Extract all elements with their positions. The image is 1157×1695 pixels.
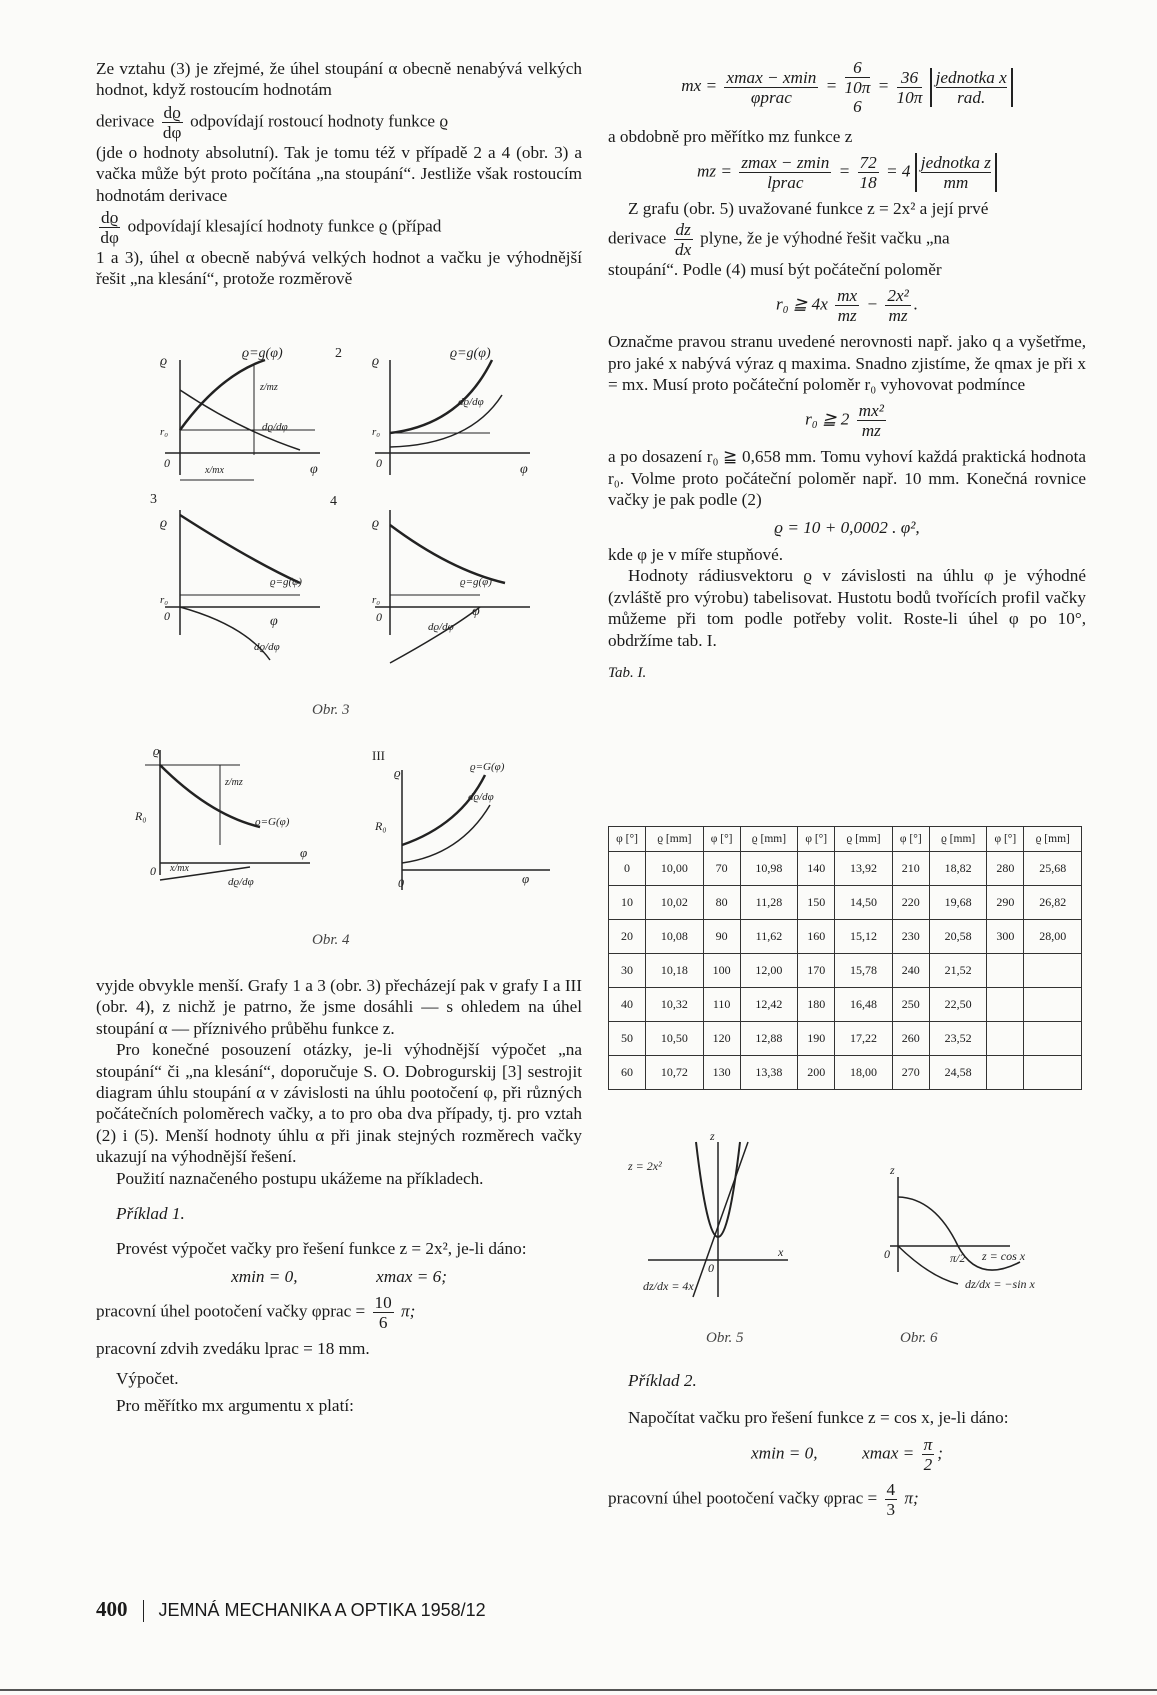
paragraph-1d xyxy=(96,208,582,247)
frac-den: 6 xyxy=(378,1313,388,1333)
table-cell: 130 xyxy=(703,1056,740,1090)
fraction-drho-dphi xyxy=(162,103,183,142)
caption-obr5: Obr. 5 xyxy=(706,1330,744,1346)
label-phi: φ xyxy=(270,614,278,629)
label-drho: dϱ/dφ xyxy=(254,641,280,653)
example-1-stroke: pracovní zdvih zvedáku lprac = 18 mm. xyxy=(96,1339,370,1359)
table-cell: 10,18 xyxy=(646,954,703,988)
table-cell: 10,72 xyxy=(646,1056,703,1090)
label-dzsin: dz/dx = −sin x xyxy=(965,1277,1035,1291)
table-cell: 0 xyxy=(609,852,646,886)
table-cell: 15,12 xyxy=(835,920,892,954)
angle-text: pracovní úhel pootočení vačky φprac = xyxy=(608,1488,878,1508)
table-cell xyxy=(987,988,1024,1022)
paragraph-1c: (jde o hodnoty absolutní). Tak je tomu též v případě 2 a 4 (obr. 3) a vačka může být proto počítána „na stoupání“. Jestliže však rostoucím hodnotám derivace xyxy=(96,142,582,205)
label-drho: dϱ/dφ xyxy=(262,421,288,433)
example-1-text: Provést výpočet vačky pro řešení funkce z = 2x², je-li dáno: xyxy=(116,1239,527,1259)
table-cell: 17,22 xyxy=(835,1022,892,1056)
frac-den: mz xyxy=(861,421,881,441)
table-cell: 10,32 xyxy=(646,988,703,1022)
label-0: 0 xyxy=(884,1247,890,1261)
table-cell xyxy=(1024,1022,1082,1056)
frac-num: mx² xyxy=(858,401,884,421)
figure-4 xyxy=(130,745,550,920)
label-R0: R₀ xyxy=(135,809,147,823)
mz-eq4: = 4 xyxy=(886,161,911,181)
mx-frac-2 xyxy=(845,58,871,116)
paragraph-4: Použití naznačeného postupu ukážeme na příkladech. xyxy=(116,1168,484,1188)
frac-num: 4 xyxy=(886,1479,896,1499)
xmax-eq: xmax = xyxy=(862,1443,915,1463)
footer-divider xyxy=(143,1600,144,1622)
angle-pi: π; xyxy=(401,1301,416,1321)
label-0: 0 xyxy=(376,610,382,624)
paragraph-6: Označme pravou stranu uvedené nerovnosti např. jako q a vyšetřme, pro jaké x nabývá výraz q maxima. Snadno zjistíme, že qmax je při x = mx. Musí proto počáteční poloměr r₀ vyhovovat podmínce xyxy=(608,332,1086,395)
table-cell: 12,88 xyxy=(740,1022,797,1056)
mx-unit xyxy=(930,68,1013,107)
r0-minus: − xyxy=(866,294,879,314)
label-x-mx: x/mx xyxy=(170,863,189,874)
frac-num: dϱ xyxy=(101,208,119,228)
r0-frac-1 xyxy=(835,286,859,325)
header-cell: φ [°] xyxy=(609,827,646,852)
example-2-text: Napočítat vačku pro řešení funkce z = cos x, je-li dáno: xyxy=(628,1408,1009,1428)
header-cell: φ [°] xyxy=(987,827,1024,852)
table-cell: 18,00 xyxy=(835,1056,892,1090)
mx-frac-1 xyxy=(724,68,818,107)
r0b-lhs: r₀ ≧ 2 xyxy=(805,409,850,429)
table-cell: 190 xyxy=(798,1022,835,1056)
table-cell xyxy=(1024,954,1082,988)
left-column xyxy=(96,58,582,290)
label-z: z xyxy=(890,1163,895,1177)
calc-label: Výpočet. xyxy=(116,1368,179,1388)
frac-den-2: 6 xyxy=(853,97,862,116)
figure-3-graphs xyxy=(150,345,580,675)
unit-num: jednotka x xyxy=(935,67,1007,87)
unit-den: mm xyxy=(943,173,969,193)
paragraph-1: Ze vztahu (3) je zřejmé, že úhel stoupání α obecně nenabývá velkých hodnot, když rostoucím hodnotám xyxy=(96,59,582,100)
label-0: 0 xyxy=(164,609,170,623)
label-drho: dϱ/dφ xyxy=(458,396,484,408)
frac-num: π xyxy=(923,1434,933,1454)
figure-6 xyxy=(870,1162,1070,1302)
r0b-frac xyxy=(857,401,886,440)
label-z: z xyxy=(710,1132,715,1143)
table-cell: 10,08 xyxy=(646,920,703,954)
label-G: ϱ=G(φ) xyxy=(470,761,505,773)
table-cell: 70 xyxy=(703,852,740,886)
label-phi: φ xyxy=(310,462,318,477)
label-R0: R₀ xyxy=(375,819,387,833)
table-cell: 20 xyxy=(609,920,646,954)
label-III: III xyxy=(372,748,385,763)
table-cell: 200 xyxy=(798,1056,835,1090)
frac-den: lprac xyxy=(767,173,804,193)
label-drho: dϱ/dφ xyxy=(428,621,454,633)
table-cell: 210 xyxy=(892,852,929,886)
paragraph-7: a po dosazení r₀ ≧ 0,658 mm. Tomu vyhoví každá praktická hodnota r₀. Volme proto počáteční poloměr např. 10 mm. Konečná rovnice vačky je pak podle (2) xyxy=(608,447,1086,510)
table-cell: 140 xyxy=(798,852,835,886)
caption-obr6: Obr. 6 xyxy=(900,1330,938,1346)
table-cell: 110 xyxy=(703,988,740,1022)
table-caption: Tab. I. xyxy=(608,665,647,682)
angle-text: pracovní úhel pootočení vačky φprac = xyxy=(96,1301,366,1321)
table-cell: 22,50 xyxy=(929,988,986,1022)
table-cell: 19,68 xyxy=(929,886,986,920)
header-cell: ϱ [mm] xyxy=(646,827,703,852)
figure-3 xyxy=(150,345,580,675)
label-pi2: π/2 xyxy=(950,1251,966,1265)
mz-frac-2 xyxy=(858,153,879,192)
paragraph-5a: Z grafu (obr. 5) uvažované funkce z = 2x² a její prvé xyxy=(628,199,989,219)
dz-dx-fraction xyxy=(674,220,693,259)
label-rho: ϱ xyxy=(394,765,401,780)
table-cell: 18,82 xyxy=(929,852,986,886)
label-x: x xyxy=(778,1245,784,1259)
figure-6-graph xyxy=(870,1162,1070,1302)
example-2-range: xmin = 0, xmax = $\frac{\pi}{2}$ ; xyxy=(751,1434,943,1474)
table-cell: 300 xyxy=(987,920,1024,954)
header-cell: ϱ [mm] xyxy=(835,827,892,852)
frac-num: xmax − xmin xyxy=(726,67,817,87)
mz-equation: mz = $\frac{zmax - zmin}{\text{lprac}}$ = $\frac{72}{18}$ = 4 jednotka z mm xyxy=(608,153,1086,192)
table-cell xyxy=(987,954,1024,988)
label-4: 4 xyxy=(330,494,337,509)
label-0: 0 xyxy=(708,1261,714,1275)
example-1-angle xyxy=(96,1293,582,1332)
table-cell xyxy=(1024,1056,1082,1090)
table-cell: 120 xyxy=(703,1022,740,1056)
frac-den: dφ xyxy=(100,228,119,248)
text-rostouci: odpovídají rostoucí hodnoty funkce ϱ xyxy=(190,111,449,131)
frac-den: 3 xyxy=(886,1499,896,1519)
label-rho: ϱ xyxy=(160,516,168,531)
final-equation: ϱ = 10 + 0,0002 . φ², xyxy=(774,517,920,537)
page-bottom-edge xyxy=(0,1689,1157,1691)
table-cell: 50 xyxy=(609,1022,646,1056)
table-cell: 10,00 xyxy=(646,852,703,886)
table-cell: 170 xyxy=(798,954,835,988)
example-1-range xyxy=(96,1266,582,1287)
table-cell: 100 xyxy=(703,954,740,988)
xmin-eq: xmin = 0, xyxy=(231,1266,298,1286)
r0-frac-2 xyxy=(885,286,910,325)
caption-obr3: Obr. 3 xyxy=(312,702,350,718)
frac-num: 2x² xyxy=(887,286,909,306)
caption-obr4: Obr. 4 xyxy=(312,932,350,948)
label-2: 2 xyxy=(335,346,342,361)
table-cell: 21,52 xyxy=(929,954,986,988)
xmin-eq: xmin = 0, xyxy=(751,1443,818,1463)
label-0: 0 xyxy=(376,456,382,470)
frac-num: 6 xyxy=(845,58,871,78)
label-g: ϱ=g(φ) xyxy=(450,346,491,361)
label-r0: r₀ xyxy=(372,594,381,606)
label-rho: ϱ xyxy=(160,354,168,369)
label-0: 0 xyxy=(164,456,170,470)
mx-frac-3 xyxy=(897,68,923,107)
table-cell xyxy=(987,1022,1024,1056)
plyne-text: plyne, že je výhodné řešit vačku „na xyxy=(700,228,950,248)
label-g: ϱ=g(φ) xyxy=(460,576,492,588)
label-x-mx: x/mx xyxy=(205,465,224,476)
table-cell: 250 xyxy=(892,988,929,1022)
table-cell: 11,28 xyxy=(740,886,797,920)
label-0: 0 xyxy=(150,864,156,878)
paragraph-8: kde φ je v míře stupňové. xyxy=(608,545,784,565)
label-rho: ϱ xyxy=(372,516,380,531)
table-cell: 230 xyxy=(892,920,929,954)
label-r0: r₀ xyxy=(372,426,381,438)
table-cell: 14,50 xyxy=(835,886,892,920)
label-r0: r₀ xyxy=(160,594,169,606)
table-cell: 10,50 xyxy=(646,1022,703,1056)
label-phi: φ xyxy=(472,604,480,619)
label-drho: dϱ/dφ xyxy=(228,876,254,888)
mz-unit xyxy=(915,153,997,192)
label-phi: φ xyxy=(522,871,530,886)
frac-den: 10π xyxy=(896,87,923,107)
mz-intro: a obdobně pro měřítko mz funkce z xyxy=(608,127,853,146)
table-cell: 28,00 xyxy=(1024,920,1082,954)
table-cell: 15,78 xyxy=(835,954,892,988)
table-row xyxy=(609,988,1082,1022)
frac-den: dφ xyxy=(162,122,182,142)
table-cell: 80 xyxy=(703,886,740,920)
example-1-title: Příklad 1. xyxy=(116,1204,185,1224)
frac-num: dϱ xyxy=(163,102,181,122)
r0-lhs: r₀ ≧ 4x xyxy=(775,294,828,314)
header-cell: ϱ [mm] xyxy=(740,827,797,852)
paragraph-3: Pro konečné posouzení otázky, je-li výhodnější výpočet „na stoupání“ či „na klesání“, doporučuje S. O. Dobrogurskij [3] sestrojit diagram úhlu stoupání α v závislosti na úhlu pootočení φ, při různých počátečních poloměrech vačky, a to pro oba dva případy, tj. pro vztah (2) i (5). Menší hodnoty úhlu α při jinak stejných rozměrech vačky ukazují na výhodnější řešení. xyxy=(96,1040,582,1167)
table-cell: 23,52 xyxy=(929,1022,986,1056)
page-number: 400 xyxy=(96,1597,128,1621)
frac-den: mz xyxy=(888,306,908,326)
table-cell: 16,48 xyxy=(835,988,892,1022)
label-z-mz: z/mz xyxy=(260,382,278,393)
frac-den: dx xyxy=(675,239,692,259)
header-cell: ϱ [mm] xyxy=(1024,827,1082,852)
data-table xyxy=(608,826,1082,1090)
frac-den: φprac xyxy=(750,87,792,107)
label-3: 3 xyxy=(150,492,157,507)
header-cell: φ [°] xyxy=(703,827,740,852)
frac-num: 36 xyxy=(897,68,923,88)
right-column-lower xyxy=(608,1370,1086,1519)
table-cell: 12,00 xyxy=(740,954,797,988)
paragraph-5b xyxy=(608,220,1086,259)
label-rho: ϱ xyxy=(372,354,380,369)
fraction-drho-dphi-2 xyxy=(99,208,120,247)
xmax-fraction xyxy=(922,1435,935,1474)
table-cell: 24,58 xyxy=(929,1056,986,1090)
table-cell: 60 xyxy=(609,1056,646,1090)
table-cell: 40 xyxy=(609,988,646,1022)
table-cell: 10 xyxy=(609,886,646,920)
table-cell: 20,58 xyxy=(929,920,986,954)
table-cell: 26,82 xyxy=(1024,886,1082,920)
label-z2x2: z = 2x² xyxy=(628,1159,662,1173)
table-row xyxy=(609,954,1082,988)
paragraph-5c: stoupání“. Podle (4) musí být počáteční poloměr xyxy=(608,259,942,279)
header-cell: ϱ [mm] xyxy=(929,827,986,852)
unit-num: jednotka z xyxy=(920,153,991,173)
angle-fraction xyxy=(373,1293,394,1332)
label-G: ϱ=G(φ) xyxy=(255,816,290,828)
table-cell: 290 xyxy=(987,886,1024,920)
label-phi: φ xyxy=(300,845,308,860)
table-cell: 150 xyxy=(798,886,835,920)
mx-lhs: mx = xyxy=(681,75,718,95)
mz-frac-1 xyxy=(739,153,831,192)
frac-num: zmax − zmin xyxy=(741,153,830,173)
table-cell: 11,62 xyxy=(740,920,797,954)
label-r0: r₀ xyxy=(160,426,169,438)
paragraph-2: vyjde obvykle menší. Grafy 1 a 3 (obr. 3) přecházejí pak v grafy I a III (obr. 4), z nichž je patrno, že jsme dosáhli — s ohledem na úhel stoupání α — příznivého průběhu funkce z. xyxy=(96,976,582,1038)
table-cell: 10,02 xyxy=(646,886,703,920)
table-cell: 180 xyxy=(798,988,835,1022)
mx-equation: mx = $\frac{xmax - xmin}{\text{φprac}}$ = 6 10π 6 = $\frac{36}{10\pi}$ jednotka x rad. xyxy=(608,58,1086,116)
journal-name: JEMNÁ MECHANIKA A OPTIKA 1958/12 xyxy=(158,1600,486,1620)
r0-condition xyxy=(608,401,1086,440)
table-cell: 270 xyxy=(892,1056,929,1090)
frac-den: 10π xyxy=(844,78,871,97)
header-cell: φ [°] xyxy=(798,827,835,852)
paragraph-1e: 1 a 3), úhel α obecně nabývá velkých hodnot a vačku je výhodnější řešit „na klesání“, protože rozměrově xyxy=(96,248,582,289)
page-footer xyxy=(96,1597,486,1622)
label-z-mz: z/mz xyxy=(225,777,243,788)
left-column-lower xyxy=(96,975,582,1417)
paragraph-1-derivative-line xyxy=(96,103,582,142)
table-cell xyxy=(987,1056,1024,1090)
paragraph-9: Hodnoty rádiusvektoru ϱ v závislosti na úhlu φ je výhodné (zvláště pro výrobu) tabelisovat. Hustotu bodů tvořících profil vačky můžeme při tom podle potřeby volit. Roste-li úhel φ po 10°, obdržíme tab. I. xyxy=(608,566,1086,650)
figure-5-graph xyxy=(628,1132,808,1302)
frac-den: mz xyxy=(837,306,857,326)
label-drho: dϱ/dφ xyxy=(468,791,494,803)
table-cell: 30 xyxy=(609,954,646,988)
figure-5 xyxy=(628,1132,808,1302)
text-klesajici: odpovídají klesající hodnoty funkce ϱ (případ xyxy=(127,216,442,236)
example-2-angle xyxy=(608,1480,1086,1519)
frac-den: 2 xyxy=(923,1454,933,1474)
table-row xyxy=(609,886,1082,920)
table-header-row xyxy=(609,827,1082,852)
table-row xyxy=(609,1056,1082,1090)
frac-den: 18 xyxy=(859,173,877,193)
table-row xyxy=(609,852,1082,886)
table-cell: 220 xyxy=(892,886,929,920)
frac-num: mx xyxy=(837,286,858,306)
example-2-title: Příklad 2. xyxy=(628,1371,697,1390)
r0-inequality: r₀ ≧ 4x $\frac{mx}{mz}$ − $\frac{\text{2x²}}{mz}$ . xyxy=(775,286,919,326)
text-derivace: derivace xyxy=(96,111,155,131)
table-row xyxy=(609,920,1082,954)
table-cell xyxy=(1024,988,1082,1022)
figure-4-graphs xyxy=(130,745,550,920)
table-cell: 160 xyxy=(798,920,835,954)
label-0: 0 xyxy=(398,876,404,890)
scale-text: Pro měřítko mx argumentu x platí: xyxy=(116,1396,354,1416)
table-cell: 90 xyxy=(703,920,740,954)
mz-lhs: mz = xyxy=(697,161,733,181)
table-cell: 12,42 xyxy=(740,988,797,1022)
table-cell: 25,68 xyxy=(1024,852,1082,886)
frac-num: dz xyxy=(675,219,691,239)
table-cell: 240 xyxy=(892,954,929,988)
table-cell: 10,98 xyxy=(740,852,797,886)
angle-pi: π; xyxy=(904,1488,919,1508)
table-cell: 13,92 xyxy=(835,852,892,886)
label-g: ϱ=g(φ) xyxy=(270,576,302,588)
unit-den: rad. xyxy=(957,87,986,107)
header-cell: φ [°] xyxy=(892,827,929,852)
xmax-eq: xmax = 6; xyxy=(376,1266,447,1286)
table-cell: 260 xyxy=(892,1022,929,1056)
label-rho: ϱ xyxy=(153,745,160,758)
label-g: ϱ=g(φ) xyxy=(242,346,283,361)
label-phi: φ xyxy=(520,462,528,477)
frac-num: 10 xyxy=(374,1293,392,1313)
table-cell: 13,38 xyxy=(740,1056,797,1090)
frac-num: 72 xyxy=(859,153,877,173)
angle-fraction xyxy=(885,1480,898,1519)
right-column xyxy=(608,58,1086,685)
derivace-text: derivace xyxy=(608,228,667,248)
label-dz4x: dz/dx = 4x xyxy=(643,1279,694,1293)
table-row xyxy=(609,1022,1082,1056)
label-zcos: z = cos x xyxy=(982,1249,1026,1263)
table-cell: 280 xyxy=(987,852,1024,886)
